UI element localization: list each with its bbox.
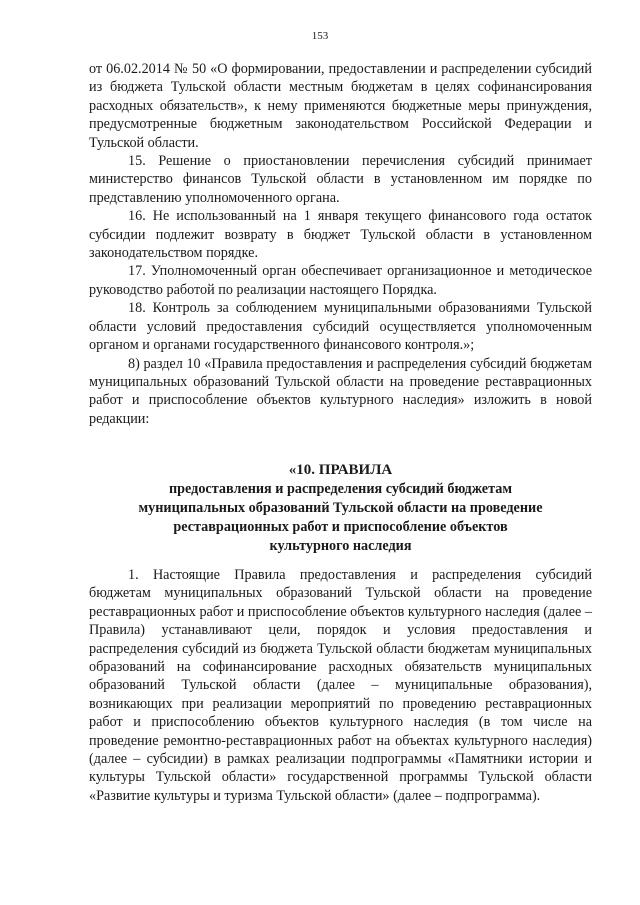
document-body-top <box>89 60 592 428</box>
paragraph-item-1: 1. Настоящие Правила предоставления и распределения субсидий бюджетам муниципальных образований Тульской области на проведение реставрационных работ и приспособление объектов культурного наследия (далее – Правила) устанавливают цели, порядок и условия предоставления и распределения субсидий из бюджета Тульской области бюджетам муниципальных образований на софинансирование расходных обязательств муниципальных образований Тульской области (далее – муниципальные образования), возникающих при реализации мероприятий по проведению реставрационных работ и приспособлению объектов культурного наследия (в том числе на проведение ремонтно-реставрационных работ на объектах культурного наследия) (далее – субсидии) в рамках реализации подпрограммы «Памятники истории и культуры Тульской области» государственной программы Тульской области «Развитие культуры и туризма Тульской области» (далее – подпрограмма). <box>89 567 592 804</box>
section-subtitle-line-2: муниципальных образований Тульской области на проведение <box>138 500 543 516</box>
paragraph-item-18: 18. Контроль за соблюдением муниципальными образованиями Тульской области условий предоставления субсидий осуществляется уполномоченным органом и органами государственного финансового контроля.»; <box>89 300 592 354</box>
section-subtitle-line-3: реставрационных работ и приспособление объектов <box>173 519 508 535</box>
section-title: «10. ПРАВИЛА <box>288 462 393 478</box>
section-subtitle-line-4: культурного наследия <box>269 538 412 554</box>
paragraph-item-15: 15. Решение о приостановлении перечисления субсидий принимает министерство финансов Тульской области в установленном им порядке по представлению уполномоченного органа. <box>89 153 592 206</box>
section-subtitle-line-1: предоставления и распределения субсидий бюджетам <box>168 481 512 497</box>
paragraph-continuation: от 06.02.2014 № 50 «О формировании, предоставлении и распределении субсидий из бюджета Тульской области местным бюджетам в целях софинансирования расходных обязательств», к нему применяются бюджетные меры принуждения, предусмотренные бюджетным законодательством Российской Федерации и Тульской области. <box>89 61 592 151</box>
page-number: 153 <box>311 30 329 42</box>
section-heading <box>89 461 592 556</box>
document-body-bottom <box>89 566 592 805</box>
paragraph-item-8: 8) раздел 10 «Правила предоставления и распределения субсидий бюджетам муниципальных образований Тульской области на проведение реставрационных работ и приспособление объектов культурного наследия» изложить в новой редакции: <box>89 355 592 427</box>
paragraph-item-16: 16. Не использованный на 1 января текущего финансового года остаток субсидии подлежит возврату в бюджет Тульской области в установленном законодательством порядке. <box>89 208 592 262</box>
paragraph-item-17: 17. Уполномоченный орган обеспечивает организационное и методическое руководство работой по реализации настоящего Порядка. <box>89 263 592 298</box>
